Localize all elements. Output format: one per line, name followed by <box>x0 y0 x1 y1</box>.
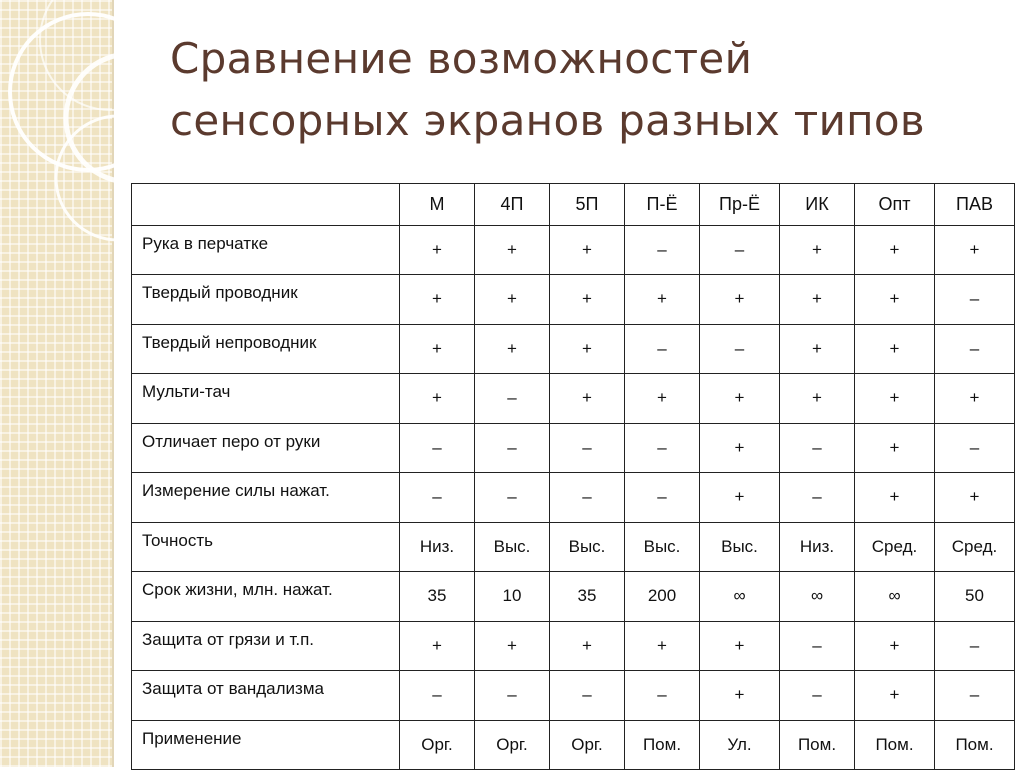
table-cell: – <box>625 324 700 374</box>
table-cell: ∞ <box>855 572 935 622</box>
table-cell: + <box>550 621 625 671</box>
table-cell: + <box>700 275 780 325</box>
table-row <box>132 423 1015 473</box>
table-row <box>132 720 1015 770</box>
table-cell: + <box>855 324 935 374</box>
table-cell: – <box>780 671 855 721</box>
table-cell: + <box>625 374 700 424</box>
row-label: Мульти-тач <box>132 374 400 424</box>
row-label: Точность <box>132 522 400 572</box>
table-cell: Низ. <box>780 522 855 572</box>
table-cell: + <box>475 324 550 374</box>
table-row <box>132 374 1015 424</box>
column-header: ПАВ <box>935 184 1015 226</box>
table-cell: – <box>625 225 700 275</box>
table-cell: Орг. <box>400 720 475 770</box>
corner-cell <box>132 184 400 226</box>
table-cell: ∞ <box>700 572 780 622</box>
table-cell: + <box>780 324 855 374</box>
table-row <box>132 572 1015 622</box>
table-cell: + <box>700 374 780 424</box>
column-header: М <box>400 184 475 226</box>
column-header: Опт <box>855 184 935 226</box>
table-cell: – <box>550 473 625 523</box>
column-header: 4П <box>475 184 550 226</box>
comparison-table <box>131 183 1015 770</box>
table-cell: + <box>855 473 935 523</box>
row-label: Отличает перо от руки <box>132 423 400 473</box>
table-cell: – <box>935 671 1015 721</box>
table-cell: + <box>855 225 935 275</box>
table-row <box>132 621 1015 671</box>
table-cell: Пом. <box>935 720 1015 770</box>
row-label: Рука в перчатке <box>132 225 400 275</box>
table-cell: Орг. <box>550 720 625 770</box>
row-label: Твердый непроводник <box>132 324 400 374</box>
table-cell: + <box>700 621 780 671</box>
table-cell: 35 <box>550 572 625 622</box>
table-cell: + <box>700 473 780 523</box>
row-label: Срок жизни, млн. нажат. <box>132 572 400 622</box>
table-row <box>132 275 1015 325</box>
table-cell: Выс. <box>550 522 625 572</box>
table-cell: + <box>935 473 1015 523</box>
table-row <box>132 324 1015 374</box>
table-cell: – <box>400 423 475 473</box>
table-cell: + <box>400 621 475 671</box>
table-cell: + <box>550 275 625 325</box>
table-row <box>132 473 1015 523</box>
table-cell: + <box>855 621 935 671</box>
table-cell: – <box>550 671 625 721</box>
table-cell: Ул. <box>700 720 780 770</box>
table-cell: + <box>550 225 625 275</box>
table-cell: + <box>625 621 700 671</box>
table-cell: Выс. <box>475 522 550 572</box>
table-row <box>132 671 1015 721</box>
table-cell: Пом. <box>625 720 700 770</box>
table-cell: – <box>935 275 1015 325</box>
table-cell: Низ. <box>400 522 475 572</box>
row-label: Применение <box>132 720 400 770</box>
row-label: Твердый проводник <box>132 275 400 325</box>
table-cell: – <box>780 621 855 671</box>
table-row <box>132 225 1015 275</box>
table-cell: Орг. <box>475 720 550 770</box>
column-header: Пр-Ё <box>700 184 780 226</box>
table-cell: 35 <box>400 572 475 622</box>
table-cell: – <box>475 473 550 523</box>
table-cell: 50 <box>935 572 1015 622</box>
row-label: Защита от грязи и т.п. <box>132 621 400 671</box>
table-header-row <box>132 184 1015 226</box>
table-cell: – <box>625 473 700 523</box>
table-cell: – <box>780 473 855 523</box>
table-cell: Пом. <box>780 720 855 770</box>
table-cell: + <box>855 671 935 721</box>
column-header: П-Ё <box>625 184 700 226</box>
table-cell: – <box>475 374 550 424</box>
table-cell: + <box>780 275 855 325</box>
table-cell: + <box>400 275 475 325</box>
table-cell: – <box>400 473 475 523</box>
table-cell: + <box>400 225 475 275</box>
table-cell: + <box>855 275 935 325</box>
table-cell: + <box>855 374 935 424</box>
column-header: ИК <box>780 184 855 226</box>
table-cell: + <box>400 374 475 424</box>
table-row <box>132 522 1015 572</box>
row-label: Защита от вандализма <box>132 671 400 721</box>
table-cell: 200 <box>625 572 700 622</box>
table-cell: + <box>855 423 935 473</box>
table-cell: + <box>550 324 625 374</box>
table-cell: + <box>935 225 1015 275</box>
table-cell: + <box>700 423 780 473</box>
table-cell: Сред. <box>855 522 935 572</box>
table-cell: – <box>550 423 625 473</box>
table-cell: Пом. <box>855 720 935 770</box>
table-cell: – <box>475 671 550 721</box>
table-cell: + <box>475 225 550 275</box>
table-cell: + <box>475 275 550 325</box>
table-cell: + <box>780 374 855 424</box>
table-cell: ∞ <box>780 572 855 622</box>
table-cell: Выс. <box>700 522 780 572</box>
table-cell: + <box>400 324 475 374</box>
table-cell: + <box>475 621 550 671</box>
table-cell: Сред. <box>935 522 1015 572</box>
page-title <box>170 28 1000 152</box>
title-line-1: Сравнение возможностей <box>170 34 753 83</box>
column-header: 5П <box>550 184 625 226</box>
table-cell: – <box>700 324 780 374</box>
table-cell: Выс. <box>625 522 700 572</box>
table-cell: 10 <box>475 572 550 622</box>
table-cell: – <box>625 423 700 473</box>
table-cell: – <box>400 671 475 721</box>
table-cell: + <box>935 374 1015 424</box>
table-cell: – <box>780 423 855 473</box>
table-cell: + <box>700 671 780 721</box>
table-cell: – <box>700 225 780 275</box>
table-cell: – <box>935 621 1015 671</box>
table-cell: – <box>935 324 1015 374</box>
title-line-2: сенсорных экранов разных типов <box>170 96 925 145</box>
table-cell: – <box>625 671 700 721</box>
table-cell: + <box>780 225 855 275</box>
row-label: Измерение силы нажат. <box>132 473 400 523</box>
table-cell: – <box>935 423 1015 473</box>
table-cell: – <box>475 423 550 473</box>
table-cell: + <box>625 275 700 325</box>
table-cell: + <box>550 374 625 424</box>
